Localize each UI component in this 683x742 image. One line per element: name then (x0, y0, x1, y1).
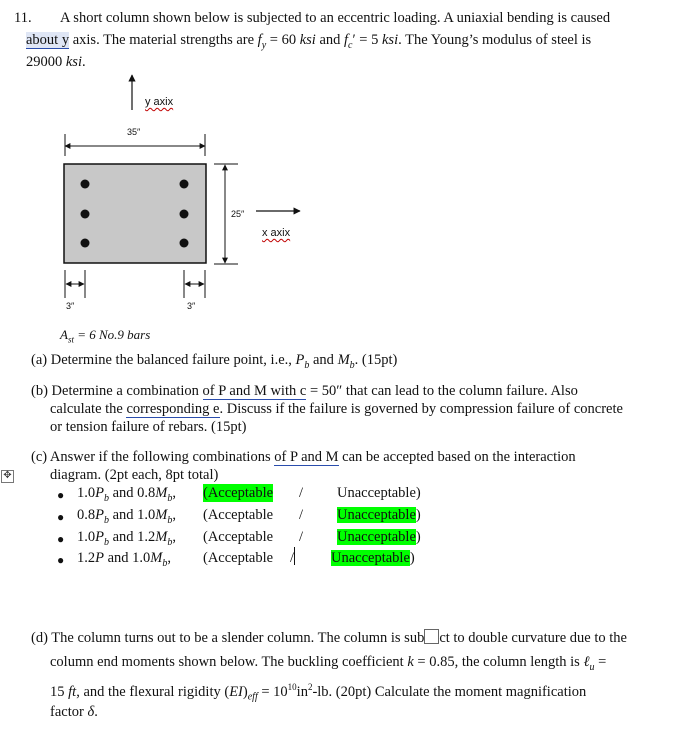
y-axis-label: y axix (145, 96, 174, 108)
bullet-icon: ● (57, 510, 65, 524)
slash: / (299, 485, 304, 501)
about-y-text: about y (26, 32, 70, 48)
height-dimension-label: 25″ (231, 209, 245, 219)
part-d-line-4: factor δ. (50, 704, 98, 720)
rebar (180, 180, 189, 189)
unacceptable-option[interactable]: Unacceptable) (337, 485, 421, 501)
slash: / (290, 550, 295, 566)
rebar (180, 239, 189, 248)
acceptable-option[interactable]: (Acceptable (203, 550, 274, 566)
bullet-icon: ● (57, 553, 65, 567)
text-cursor (294, 547, 295, 565)
steel-area-label: $A_{st} = 6$ No.9 bars (60, 327, 151, 345)
unacceptable-option[interactable]: Unacceptable) (337, 529, 421, 545)
part-b-line-1: (b) Determine a combination of P and M with c = 50″ that can lead to the column failure. Also (31, 383, 578, 399)
part-b-line-3: or tension failure of rebars. (15pt) (50, 419, 247, 435)
part-a: (a) Determine the balanced failure point, i.e., $P_b$ and $M_b$. (15pt) (31, 352, 398, 371)
x-axis-label: x axix (262, 227, 291, 239)
part-d-line-3: 15 ft, and the flexural rigidity $(EI)_{eff} = 10^{10}in^2-lb$. (20pt) Calculate the moment magnification (50, 682, 587, 703)
width-dimension-label: 35″ (127, 127, 141, 137)
slash: / (299, 507, 304, 523)
slash: / (299, 529, 304, 545)
rebar (81, 180, 90, 189)
acceptable-option[interactable]: (Acceptable (203, 507, 274, 523)
rebar (81, 210, 90, 219)
combo-label: $0.8P_b$ and $1.0M_b$, (77, 507, 177, 526)
image-placeholder-icon (424, 629, 439, 644)
combo-label: 1.2P and $1.0M_b$, (77, 550, 172, 569)
part-d-line-1: (d) The column turns out to be a slender column. The column is sub ct to double curvature due to the (31, 630, 627, 646)
acceptable-option[interactable]: (Acceptable (203, 485, 274, 501)
unacceptable-option[interactable]: Unacceptable) (337, 507, 421, 523)
column-section-figure (0, 70, 683, 320)
acceptable-option[interactable]: (Acceptable (203, 529, 274, 545)
part-d-line-2: column end moments shown below. The buckling coefficient k = 0.85, the column length is ℓ$_u$ = (50, 654, 607, 673)
combo-label: $1.0P_b$ and $0.8M_b$, (77, 485, 177, 504)
unacceptable-option[interactable]: Unacceptable) (331, 550, 415, 566)
right-cover-label: 3″ (187, 301, 196, 311)
problem-number: 11. (14, 10, 32, 26)
rebar (180, 210, 189, 219)
part-c-line-1: (c) Answer if the following combinations of P and M can be accepted based on the interaction (31, 449, 576, 465)
intro-line-2: about y axis. The material strengths are $f_y = 60$ ksi and $f_c' = 5$ ksi. The Young’s modulus of steel is (26, 32, 592, 51)
left-cover-label: 3″ (66, 301, 75, 311)
intro-line-3: 29000 ksi. (26, 54, 86, 70)
intro-line-1: A short column shown below is subjected to an eccentric loading. A uniaxial bending is caused (60, 10, 611, 26)
move-handle-icon[interactable]: ✥ (1, 470, 14, 483)
bullet-icon: ● (57, 488, 65, 502)
part-b-line-2: calculate the corresponding e. Discuss if the failure is governed by compression failure of concrete (50, 401, 623, 417)
rebar (81, 239, 90, 248)
bullet-icon: ● (57, 532, 65, 546)
part-c-line-2: diagram. (2pt each, 8pt total) (50, 467, 219, 483)
combo-label: $1.0P_b$ and $1.2M_b$, (77, 529, 177, 548)
